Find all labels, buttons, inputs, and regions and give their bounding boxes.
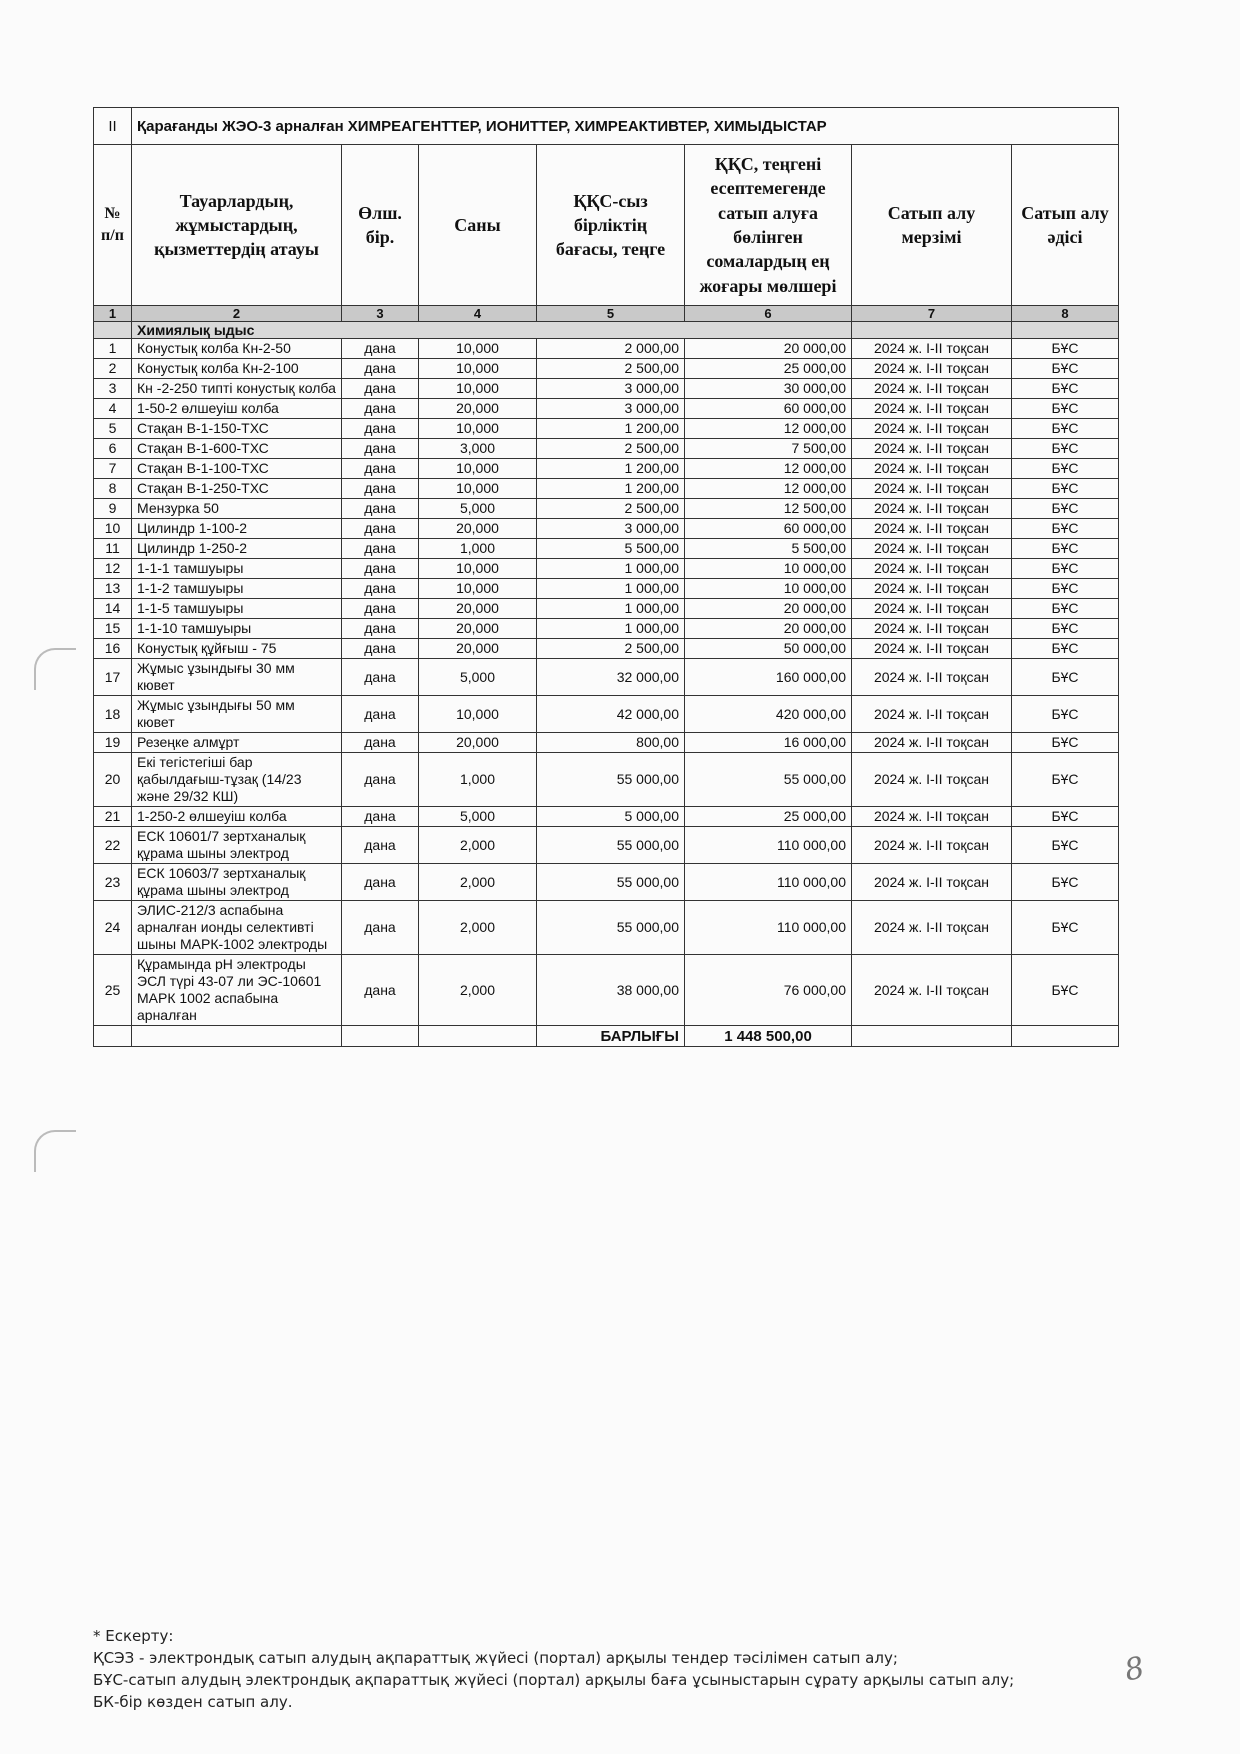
row-number: 15 — [94, 619, 132, 639]
item-name: Екі тегістегіші бар қабылдағыш-тұзақ (14/23 және 29/32 КШ) — [132, 753, 342, 807]
item-name: Стақан В-1-600-ТХС — [132, 439, 342, 459]
item-total-amount: 420 000,00 — [685, 696, 852, 733]
table-row — [94, 807, 1119, 827]
row-number: 1 — [94, 339, 132, 359]
row-number: 5 — [94, 419, 132, 439]
table-row — [94, 827, 1119, 864]
item-purchase-period: 2024 ж. I-II тоқсан — [852, 659, 1012, 696]
item-unit-price: 32 000,00 — [537, 659, 685, 696]
item-quantity: 20,000 — [419, 599, 537, 619]
item-name: Конустық колба Кн-2-50 — [132, 339, 342, 359]
item-purchase-period: 2024 ж. I-II тоқсан — [852, 359, 1012, 379]
item-unit: дана — [342, 733, 419, 753]
item-total-amount: 160 000,00 — [685, 659, 852, 696]
header-name: Тауарлардың, жұмыстардың, қызметтердің атауы — [132, 145, 342, 306]
procurement-sheet — [93, 107, 1118, 1047]
table-row — [94, 439, 1119, 459]
item-purchase-period: 2024 ж. I-II тоқсан — [852, 379, 1012, 399]
item-quantity: 5,000 — [419, 499, 537, 519]
table-row — [94, 753, 1119, 807]
row-number: 16 — [94, 639, 132, 659]
table-row — [94, 519, 1119, 539]
row-number: 23 — [94, 864, 132, 901]
item-name: Стақан В-1-250-ТХС — [132, 479, 342, 499]
item-unit: дана — [342, 479, 419, 499]
item-total-amount: 20 000,00 — [685, 339, 852, 359]
item-unit-price: 1 200,00 — [537, 419, 685, 439]
table-row — [94, 419, 1119, 439]
column-number: 1 — [94, 306, 132, 322]
item-purchase-method: БҰС — [1012, 807, 1119, 827]
item-unit-price: 3 000,00 — [537, 519, 685, 539]
item-purchase-period: 2024 ж. I-II тоқсан — [852, 399, 1012, 419]
item-purchase-method: БҰС — [1012, 499, 1119, 519]
row-number: 17 — [94, 659, 132, 696]
category-row — [94, 322, 1119, 339]
table-row — [94, 359, 1119, 379]
section-roman-number: II — [94, 108, 132, 145]
total-cell-blank — [94, 1026, 132, 1047]
item-purchase-period: 2024 ж. I-II тоқсан — [852, 499, 1012, 519]
column-number: 4 — [419, 306, 537, 322]
item-total-amount: 16 000,00 — [685, 733, 852, 753]
item-purchase-method: БҰС — [1012, 419, 1119, 439]
footnotes — [93, 1625, 1014, 1713]
item-purchase-method: БҰС — [1012, 639, 1119, 659]
total-row — [94, 1026, 1119, 1047]
category-cell-blank — [1012, 322, 1119, 339]
item-quantity: 20,000 — [419, 639, 537, 659]
item-total-amount: 20 000,00 — [685, 619, 852, 639]
item-purchase-period: 2024 ж. I-II тоқсан — [852, 339, 1012, 359]
item-name: Резеңке алмұрт — [132, 733, 342, 753]
item-unit: дана — [342, 359, 419, 379]
item-purchase-period: 2024 ж. I-II тоқсан — [852, 901, 1012, 955]
item-quantity: 20,000 — [419, 619, 537, 639]
item-purchase-period: 2024 ж. I-II тоқсан — [852, 827, 1012, 864]
item-name: Стақан В-1-100-ТХС — [132, 459, 342, 479]
item-unit-price: 42 000,00 — [537, 696, 685, 733]
item-total-amount: 30 000,00 — [685, 379, 852, 399]
item-quantity: 10,000 — [419, 579, 537, 599]
item-purchase-method: БҰС — [1012, 579, 1119, 599]
item-name: ЭЛИС-212/3 аспабына арналған ионды селективті шыны МАРК-1002 электроды — [132, 901, 342, 955]
item-quantity: 20,000 — [419, 399, 537, 419]
table-row — [94, 639, 1119, 659]
item-name: ЕСК 10603/7 зертханалық құрама шыны электрод — [132, 864, 342, 901]
total-cell-blank — [419, 1026, 537, 1047]
total-label: БАРЛЫҒЫ — [537, 1026, 685, 1047]
item-unit-price: 2 500,00 — [537, 639, 685, 659]
item-unit-price: 1 200,00 — [537, 459, 685, 479]
punch-hole-mark — [34, 648, 76, 690]
item-purchase-period: 2024 ж. I-II тоқсан — [852, 559, 1012, 579]
column-number: 2 — [132, 306, 342, 322]
row-number: 9 — [94, 499, 132, 519]
table-row — [94, 864, 1119, 901]
row-number: 11 — [94, 539, 132, 559]
item-quantity: 2,000 — [419, 955, 537, 1026]
item-name: Жұмыс ұзындығы 30 мм кювет — [132, 659, 342, 696]
table-row — [94, 659, 1119, 696]
item-unit: дана — [342, 696, 419, 733]
item-quantity: 2,000 — [419, 864, 537, 901]
item-name: ЕСК 10601/7 зертханалық құрама шыны электрод — [132, 827, 342, 864]
item-purchase-method: БҰС — [1012, 955, 1119, 1026]
category-cell-blank — [852, 322, 1012, 339]
item-unit-price: 800,00 — [537, 733, 685, 753]
item-total-amount: 12 000,00 — [685, 419, 852, 439]
item-unit-price: 2 500,00 — [537, 499, 685, 519]
item-total-amount: 60 000,00 — [685, 519, 852, 539]
item-unit: дана — [342, 459, 419, 479]
item-unit: дана — [342, 379, 419, 399]
item-unit: дана — [342, 579, 419, 599]
item-purchase-period: 2024 ж. I-II тоқсан — [852, 519, 1012, 539]
item-purchase-method: БҰС — [1012, 539, 1119, 559]
item-unit: дана — [342, 439, 419, 459]
table-row — [94, 901, 1119, 955]
item-purchase-method: БҰС — [1012, 864, 1119, 901]
item-purchase-period: 2024 ж. I-II тоқсан — [852, 579, 1012, 599]
item-purchase-period: 2024 ж. I-II тоқсан — [852, 459, 1012, 479]
item-name: 1-50-2 өлшеуіш колба — [132, 399, 342, 419]
item-name: 1-250-2 өлшеуіш колба — [132, 807, 342, 827]
item-unit-price: 1 000,00 — [537, 579, 685, 599]
item-total-amount: 76 000,00 — [685, 955, 852, 1026]
item-unit: дана — [342, 599, 419, 619]
item-purchase-period: 2024 ж. I-II тоқсан — [852, 419, 1012, 439]
item-unit-price: 1 000,00 — [537, 619, 685, 639]
item-quantity: 10,000 — [419, 339, 537, 359]
item-quantity: 5,000 — [419, 659, 537, 696]
item-unit-price: 1 200,00 — [537, 479, 685, 499]
header-purchase-method: Сатып алу әдісі — [1012, 145, 1119, 306]
section-title: Қарағанды ЖЭО-3 арналған ХИМРЕАГЕНТТЕР, ИОНИТТЕР, ХИМРЕАКТИВТЕР, ХИМЫДЫСТАР — [132, 108, 1119, 145]
item-unit: дана — [342, 519, 419, 539]
item-total-amount: 55 000,00 — [685, 753, 852, 807]
item-name: Стақан В-1-150-ТХС — [132, 419, 342, 439]
table-row — [94, 733, 1119, 753]
item-purchase-period: 2024 ж. I-II тоқсан — [852, 479, 1012, 499]
total-cell-blank — [342, 1026, 419, 1047]
table-row — [94, 559, 1119, 579]
row-number: 2 — [94, 359, 132, 379]
table-row — [94, 619, 1119, 639]
item-total-amount: 25 000,00 — [685, 359, 852, 379]
item-quantity: 2,000 — [419, 827, 537, 864]
row-number: 24 — [94, 901, 132, 955]
item-name: Жұмыс ұзындығы 50 мм кювет — [132, 696, 342, 733]
item-name: Кн -2-250 типті конустық колба — [132, 379, 342, 399]
item-purchase-method: БҰС — [1012, 696, 1119, 733]
item-quantity: 20,000 — [419, 733, 537, 753]
item-total-amount: 7 500,00 — [685, 439, 852, 459]
item-purchase-period: 2024 ж. I-II тоқсан — [852, 753, 1012, 807]
item-unit-price: 55 000,00 — [537, 864, 685, 901]
item-unit: дана — [342, 955, 419, 1026]
item-purchase-method: БҰС — [1012, 559, 1119, 579]
section-title-row — [94, 108, 1119, 145]
row-number: 12 — [94, 559, 132, 579]
row-number: 4 — [94, 399, 132, 419]
total-cell-blank — [852, 1026, 1012, 1047]
header-total-amount: ҚҚС, теңгені есептемегенде сатып алуға бөлінген сомалардың ең жоғары мөлшері — [685, 145, 852, 306]
item-purchase-period: 2024 ж. I-II тоқсан — [852, 539, 1012, 559]
table-row — [94, 399, 1119, 419]
item-unit: дана — [342, 339, 419, 359]
header-purchase-period: Сатып алу мерзімі — [852, 145, 1012, 306]
item-unit-price: 5 500,00 — [537, 539, 685, 559]
row-number: 22 — [94, 827, 132, 864]
item-quantity: 20,000 — [419, 519, 537, 539]
row-number: 7 — [94, 459, 132, 479]
item-total-amount: 12 000,00 — [685, 479, 852, 499]
item-purchase-method: БҰС — [1012, 733, 1119, 753]
item-unit: дана — [342, 639, 419, 659]
item-total-amount: 60 000,00 — [685, 399, 852, 419]
table-row — [94, 379, 1119, 399]
item-quantity: 2,000 — [419, 901, 537, 955]
item-total-amount: 10 000,00 — [685, 559, 852, 579]
table-row — [94, 479, 1119, 499]
table-row — [94, 459, 1119, 479]
item-purchase-period: 2024 ж. I-II тоқсан — [852, 696, 1012, 733]
header-unit-price: ҚҚС-сыз бірліктің бағасы, теңге — [537, 145, 685, 306]
item-quantity: 10,000 — [419, 479, 537, 499]
item-quantity: 10,000 — [419, 419, 537, 439]
item-unit-price: 1 000,00 — [537, 599, 685, 619]
item-name: 1-1-10 тамшуыры — [132, 619, 342, 639]
item-total-amount: 20 000,00 — [685, 599, 852, 619]
table-row — [94, 339, 1119, 359]
header-unit: Өлш. бір. — [342, 145, 419, 306]
item-quantity: 1,000 — [419, 539, 537, 559]
footnote-line: БК-бір көзден сатып алу. — [93, 1693, 293, 1711]
column-number: 7 — [852, 306, 1012, 322]
header-quantity: Саны — [419, 145, 537, 306]
item-unit: дана — [342, 419, 419, 439]
category-title: Химиялық ыдыс — [132, 322, 852, 339]
row-number: 13 — [94, 579, 132, 599]
item-unit-price: 1 000,00 — [537, 559, 685, 579]
item-total-amount: 110 000,00 — [685, 864, 852, 901]
table-row — [94, 579, 1119, 599]
footnote-title: * Ескерту: — [93, 1627, 174, 1645]
item-unit: дана — [342, 659, 419, 696]
item-name: Конустық құйғыш - 75 — [132, 639, 342, 659]
item-purchase-method: БҰС — [1012, 339, 1119, 359]
item-unit: дана — [342, 499, 419, 519]
column-number: 5 — [537, 306, 685, 322]
table-row — [94, 955, 1119, 1026]
item-name: Цилиндр 1-100-2 — [132, 519, 342, 539]
item-purchase-method: БҰС — [1012, 379, 1119, 399]
item-purchase-method: БҰС — [1012, 399, 1119, 419]
item-purchase-period: 2024 ж. I-II тоқсан — [852, 864, 1012, 901]
item-unit: дана — [342, 864, 419, 901]
page-number: 8 — [1121, 1650, 1148, 1689]
item-quantity: 10,000 — [419, 459, 537, 479]
column-number: 6 — [685, 306, 852, 322]
item-name: 1-1-5 тамшуыры — [132, 599, 342, 619]
table-header-row — [94, 145, 1119, 306]
item-purchase-period: 2024 ж. I-II тоқсан — [852, 599, 1012, 619]
total-value: 1 448 500,00 — [685, 1026, 852, 1047]
procurement-table — [93, 107, 1119, 1047]
item-unit-price: 3 000,00 — [537, 379, 685, 399]
category-cell-blank — [94, 322, 132, 339]
item-purchase-method: БҰС — [1012, 599, 1119, 619]
row-number: 14 — [94, 599, 132, 619]
items-body — [94, 339, 1119, 1026]
item-total-amount: 12 000,00 — [685, 459, 852, 479]
item-unit-price: 2 500,00 — [537, 439, 685, 459]
item-unit: дана — [342, 559, 419, 579]
column-number: 8 — [1012, 306, 1119, 322]
table-row — [94, 599, 1119, 619]
item-total-amount: 110 000,00 — [685, 901, 852, 955]
row-number: 25 — [94, 955, 132, 1026]
item-purchase-period: 2024 ж. I-II тоқсан — [852, 733, 1012, 753]
punch-hole-mark — [34, 1130, 76, 1172]
item-name: 1-1-2 тамшуыры — [132, 579, 342, 599]
column-number-row — [94, 306, 1119, 322]
item-unit: дана — [342, 807, 419, 827]
item-purchase-period: 2024 ж. I-II тоқсан — [852, 639, 1012, 659]
item-name: Цилиндр 1-250-2 — [132, 539, 342, 559]
row-number: 10 — [94, 519, 132, 539]
row-number: 8 — [94, 479, 132, 499]
row-number: 6 — [94, 439, 132, 459]
total-cell-blank — [1012, 1026, 1119, 1047]
item-quantity: 10,000 — [419, 379, 537, 399]
item-unit-price: 55 000,00 — [537, 827, 685, 864]
table-row — [94, 539, 1119, 559]
footnote-line: БҰС-сатып алудың электрондық ақпараттық жүйесі (портал) арқылы баға ұсыныстарын сұрату арқылы сатып алу; — [93, 1671, 1015, 1689]
item-purchase-method: БҰС — [1012, 827, 1119, 864]
item-unit-price: 55 000,00 — [537, 753, 685, 807]
item-total-amount: 110 000,00 — [685, 827, 852, 864]
item-unit: дана — [342, 901, 419, 955]
item-quantity: 10,000 — [419, 559, 537, 579]
item-purchase-method: БҰС — [1012, 901, 1119, 955]
item-purchase-method: БҰС — [1012, 359, 1119, 379]
item-unit: дана — [342, 827, 419, 864]
table-row — [94, 696, 1119, 733]
item-total-amount: 5 500,00 — [685, 539, 852, 559]
item-purchase-method: БҰС — [1012, 619, 1119, 639]
item-unit: дана — [342, 619, 419, 639]
item-purchase-period: 2024 ж. I-II тоқсан — [852, 807, 1012, 827]
item-name: Құрамында рН электроды ЭСЛ түрі 43-07 ли ЭС-10601 МАРК 1002 аспабына арналған — [132, 955, 342, 1026]
item-unit-price: 2 000,00 — [537, 339, 685, 359]
item-purchase-method: БҰС — [1012, 459, 1119, 479]
item-purchase-period: 2024 ж. I-II тоқсан — [852, 439, 1012, 459]
row-number: 20 — [94, 753, 132, 807]
item-unit: дана — [342, 753, 419, 807]
item-name: Мензурка 50 — [132, 499, 342, 519]
item-purchase-method: БҰС — [1012, 439, 1119, 459]
item-quantity: 5,000 — [419, 807, 537, 827]
item-unit: дана — [342, 539, 419, 559]
item-purchase-period: 2024 ж. I-II тоқсан — [852, 955, 1012, 1026]
footnote-line: ҚСЭЗ - электрондық сатып алудың ақпараттық жүйесі (портал) арқылы тендер тәсілімен сатып алу; — [93, 1649, 898, 1667]
item-purchase-method: БҰС — [1012, 659, 1119, 696]
item-purchase-period: 2024 ж. I-II тоқсан — [852, 619, 1012, 639]
item-unit-price: 38 000,00 — [537, 955, 685, 1026]
item-total-amount: 50 000,00 — [685, 639, 852, 659]
header-number: № п/п — [94, 145, 132, 306]
item-quantity: 10,000 — [419, 359, 537, 379]
item-quantity: 1,000 — [419, 753, 537, 807]
item-unit-price: 2 500,00 — [537, 359, 685, 379]
total-cell-blank — [132, 1026, 342, 1047]
item-quantity: 10,000 — [419, 696, 537, 733]
item-quantity: 3,000 — [419, 439, 537, 459]
item-total-amount: 10 000,00 — [685, 579, 852, 599]
row-number: 21 — [94, 807, 132, 827]
item-unit-price: 3 000,00 — [537, 399, 685, 419]
item-total-amount: 25 000,00 — [685, 807, 852, 827]
table-row — [94, 499, 1119, 519]
row-number: 19 — [94, 733, 132, 753]
item-purchase-method: БҰС — [1012, 479, 1119, 499]
item-unit-price: 5 000,00 — [537, 807, 685, 827]
item-unit: дана — [342, 399, 419, 419]
item-purchase-method: БҰС — [1012, 753, 1119, 807]
item-purchase-method: БҰС — [1012, 519, 1119, 539]
item-name: 1-1-1 тамшуыры — [132, 559, 342, 579]
row-number: 18 — [94, 696, 132, 733]
row-number: 3 — [94, 379, 132, 399]
item-name: Конустық колба Кн-2-100 — [132, 359, 342, 379]
column-number: 3 — [342, 306, 419, 322]
item-unit-price: 55 000,00 — [537, 901, 685, 955]
item-total-amount: 12 500,00 — [685, 499, 852, 519]
